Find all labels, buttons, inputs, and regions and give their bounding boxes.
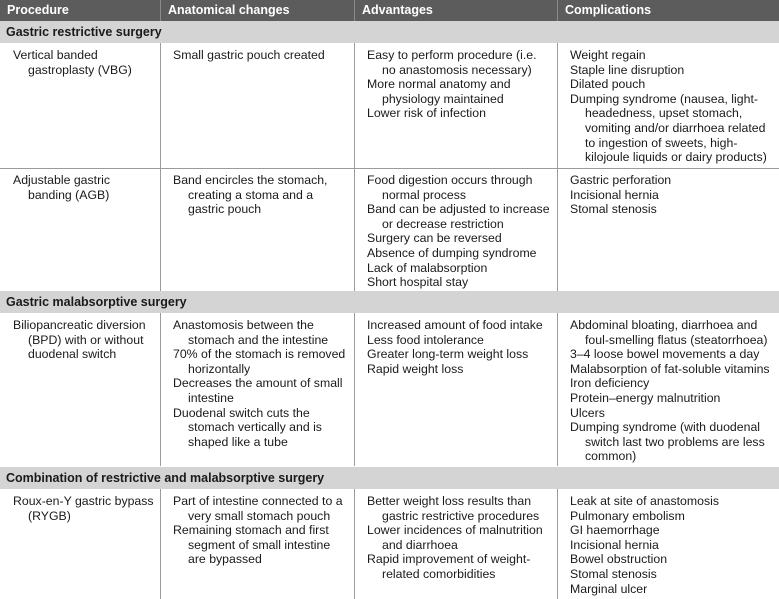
procedure-name: Biliopancreatic diversion (BPD) with or without duodenal switch <box>13 318 146 362</box>
cell-anatomical <box>161 168 355 291</box>
list-item: Iron deficiency <box>570 376 650 391</box>
cell-procedure <box>0 313 161 466</box>
section-gastric-restrictive: Gastric restrictive surgery <box>0 21 779 43</box>
cell-complications <box>558 43 779 169</box>
list-item: Leak at site of anastomosis <box>570 494 720 508</box>
cell-advantages <box>355 43 558 169</box>
list-item: Stomal stenosis <box>570 202 657 217</box>
table-row <box>0 313 779 466</box>
table-row <box>0 168 779 291</box>
list-item: Duodenal switch cuts the stomach vertically and is shaped like a tube <box>173 405 322 449</box>
list-item: Dilated pouch <box>570 77 646 92</box>
cell-advantages <box>355 489 558 599</box>
procedure-name: Adjustable gastric banding (AGB) <box>13 173 111 202</box>
cell-anatomical <box>161 489 355 599</box>
list-item: Band encircles the stomach, creating a stoma and a gastric pouch <box>173 173 328 217</box>
list-item: Malabsorption of fat-soluble vitamins <box>570 361 770 376</box>
list-item: Gastric perforation <box>570 173 672 187</box>
list-item: Easy to perform procedure (i.e. no anastomosis necessary) <box>367 48 537 77</box>
table-header-row <box>0 0 779 21</box>
list-item: Lack of malabsorption <box>367 260 488 275</box>
list-item: Lower risk of infection <box>367 106 486 121</box>
procedure-name: Roux-en-Y gastric bypass (RYGB) <box>13 494 154 523</box>
list-item: 3–4 loose bowel movements a day <box>570 347 760 362</box>
list-item: Better weight loss results than gastric restrictive procedures <box>367 494 540 523</box>
list-item: Ulcers <box>570 405 605 420</box>
cell-complications <box>558 313 779 466</box>
section-gastric-malabsorptive: Gastric malabsorptive surgery <box>0 291 779 313</box>
list-item: Protein–energy malnutrition <box>570 390 721 405</box>
list-item: Remaining stomach and first segment of small intestine are bypassed <box>173 523 331 567</box>
header-complications: Complications <box>565 3 652 17</box>
list-item: Pulmonary embolism <box>570 508 685 523</box>
list-item: Lower incidences of malnutrition and diarrhoea <box>367 523 543 552</box>
list-item: More normal anatomy and physiology maintained <box>367 77 511 106</box>
cell-advantages <box>355 168 558 291</box>
list-item: Part of intestine connected to a very small stomach pouch <box>173 494 343 523</box>
header-advantages: Advantages <box>355 0 558 21</box>
list-item: Bowel obstruction <box>570 552 668 567</box>
list-item: Decreases the amount of small intestine <box>173 376 343 405</box>
table-row <box>0 489 779 599</box>
procedure-name: Vertical banded gastroplasty (VBG) <box>13 48 132 77</box>
list-item: Rapid weight loss <box>367 361 464 376</box>
cell-anatomical <box>161 313 355 466</box>
cell-complications <box>558 489 779 599</box>
list-item: Surgery can be reversed <box>367 231 502 246</box>
header-procedure: Procedure <box>0 0 161 21</box>
cell-anatomical <box>161 43 355 169</box>
header-anatomical-changes: Anatomical changes <box>161 0 355 21</box>
list-item: Anastomosis between the stomach and the intestine <box>173 318 329 347</box>
list-item: 70% of the stomach is removed horizontally <box>173 347 346 376</box>
list-item: Increased amount of food intake <box>367 318 543 332</box>
list-item: Rapid improvement of weight-related comorbidities <box>367 552 531 581</box>
list-item: Abdominal bloating, diarrhoea and foul-smelling flatus (steatorrhoea) <box>570 318 768 347</box>
list-item: Greater long-term weight loss <box>367 347 529 362</box>
cell-procedure <box>0 489 161 599</box>
list-item: Dumping syndrome (with duodenal switch last two problems are less common) <box>570 420 765 464</box>
list-item: Dumping syndrome (nausea, light-headedness, upset stomach, vomiting and/or diarrhoea related to ingestion of sweets, high-kilojoule liquids or dairy products) <box>570 91 767 165</box>
cell-complications <box>558 168 779 291</box>
list-item: Small gastric pouch created <box>173 48 325 62</box>
list-item: Food digestion occurs through normal process <box>367 173 533 202</box>
list-item: Less food intolerance <box>367 332 484 347</box>
list-item: Stomal stenosis <box>570 566 657 581</box>
list-item: Band can be adjusted to increase or decrease restriction <box>367 202 550 231</box>
section-combination: Combination of restrictive and malabsorptive surgery <box>0 467 779 489</box>
list-item: Incisional hernia <box>570 537 659 552</box>
table-row <box>0 43 779 169</box>
list-item: Marginal ulcer <box>570 581 648 596</box>
list-item: Staple line disruption <box>570 62 685 77</box>
list-item: Short hospital stay <box>367 275 469 290</box>
list-item: Incisional hernia <box>570 187 659 202</box>
cell-advantages <box>355 313 558 466</box>
list-item: Weight regain <box>570 48 646 62</box>
list-item: Absence of dumping syndrome <box>367 245 537 260</box>
list-item: GI haemorrhage <box>570 523 660 538</box>
cell-procedure <box>0 168 161 291</box>
cell-procedure <box>0 43 161 169</box>
